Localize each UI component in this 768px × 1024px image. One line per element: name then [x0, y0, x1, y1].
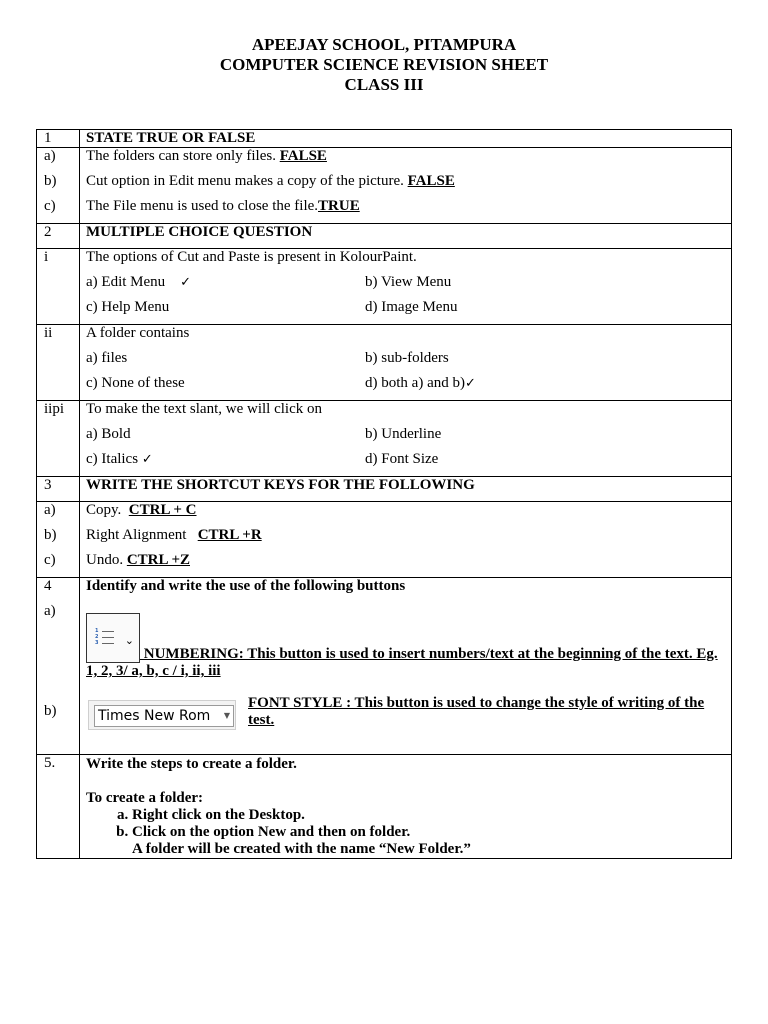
item-label: c) [44, 198, 56, 214]
option: a) Bold [86, 426, 131, 442]
numbering-description [86, 613, 725, 680]
answer-text: FALSE [279, 148, 327, 164]
section-heading: STATE TRUE OR FALSE [80, 130, 732, 148]
answer-text: CTRL +Z [126, 552, 190, 568]
question-text: The options of Cut and Paste is present in KolourPaint. [86, 249, 417, 265]
options-row [86, 375, 725, 400]
document-header [0, 35, 768, 95]
option: a) files [86, 350, 128, 366]
school-name: APEEJAY SCHOOL, PITAMPURA [251, 35, 517, 54]
answer-text: CTRL + C [128, 502, 197, 518]
list-item [86, 173, 725, 198]
option: d) Image Menu [365, 299, 458, 315]
section-number: 3 [37, 477, 80, 502]
section-heading: MULTIPLE CHOICE QUESTION [80, 224, 732, 249]
section-3-items-row [37, 502, 732, 578]
item-label: c) [44, 552, 56, 568]
list-item [86, 527, 725, 552]
list-item [86, 502, 725, 527]
section-number: 5. [37, 755, 80, 859]
font-name-value: Times New Rom [98, 708, 211, 724]
item-label: a) [44, 603, 56, 619]
options-row [86, 426, 725, 451]
item-label: b) [44, 173, 57, 189]
list-item [86, 552, 725, 577]
question-text: Undo. [86, 552, 127, 568]
option: b) sub-folders [365, 350, 449, 366]
option: c) Italics ✓ [86, 451, 153, 467]
list-item: b. Click on the option New and then on folder. [132, 824, 725, 841]
section-number: 2 [37, 224, 80, 249]
section-heading: WRITE THE SHORTCUT KEYS FOR THE FOLLOWING [80, 477, 732, 502]
question-text: Cut option in Edit menu makes a copy of the picture. [86, 173, 408, 189]
section-3-heading-row [37, 477, 732, 502]
steps-note: A folder will be created with the name “New Folder.” [132, 841, 471, 857]
dropdown-arrow-icon: ▼ [223, 711, 230, 720]
question-text: Copy. [86, 502, 129, 518]
list-item: a. Right click on the Desktop. [132, 807, 725, 824]
list-item [86, 148, 725, 173]
numbering-text: NUMBERING: This button is used to insert numbers/text at the beginning of the text. Eg. 1, 2, 3/ a, b, c / i, ii, iii [86, 646, 718, 679]
option: d) both a) and b)✓ [365, 375, 476, 391]
options-row [86, 299, 725, 324]
answer-text: TRUE [318, 198, 360, 214]
class-label: CLASS III [344, 75, 424, 94]
item-label: a) [44, 148, 56, 164]
section-1-items-row [37, 148, 732, 224]
mcq-row [37, 325, 732, 401]
check-icon: ✓ [464, 376, 476, 391]
option: b) Underline [365, 426, 442, 442]
mcq-row [37, 401, 732, 477]
option: c) Help Menu [86, 299, 170, 315]
font-style-text: FONT STYLE : This button is used to change the style of writing of the test. [248, 695, 705, 728]
sheet-title: COMPUTER SCIENCE REVISION SHEET [219, 55, 549, 74]
font-style-description [86, 695, 725, 747]
question-label: i [37, 249, 80, 325]
option: c) None of these [86, 375, 185, 391]
list-item [86, 198, 725, 223]
section-4-row [37, 578, 732, 755]
question-text: The folders can store only files. [86, 148, 280, 164]
options-row [86, 274, 725, 299]
question-label: ii [37, 325, 80, 401]
mcq-row [37, 249, 732, 325]
chevron-down-icon: ⌄ [124, 634, 134, 647]
check-icon: ✓ [180, 275, 192, 290]
section-2-heading-row [37, 224, 732, 249]
options-row [86, 350, 725, 375]
option: d) Font Size [365, 451, 439, 467]
question-label: iipi [37, 401, 80, 477]
revision-table [36, 129, 732, 859]
answer-text: FALSE [407, 173, 455, 189]
steps-list [86, 807, 725, 841]
section-heading: Write the steps to create a folder. [86, 756, 297, 772]
numbered-list-icon: 1 2 3 [95, 628, 117, 646]
steps-subheading: To create a folder: [86, 790, 204, 806]
item-label: b) [44, 703, 57, 719]
numbering-button-image [86, 613, 140, 663]
font-name-box-image [88, 700, 236, 730]
answer-text: CTRL +R [197, 527, 262, 543]
question-text: To make the text slant, we will click on [86, 401, 322, 417]
item-label: a) [44, 502, 56, 518]
question-text: A folder contains [86, 325, 190, 341]
question-text: Right Alignment [86, 527, 198, 543]
item-label: b) [44, 527, 57, 543]
options-row [86, 451, 725, 476]
section-5-row [37, 755, 732, 859]
option: b) View Menu [365, 274, 452, 290]
section-number: 1 [37, 130, 80, 148]
check-icon: ✓ [141, 452, 153, 467]
section-heading: Identify and write the use of the following buttons [86, 578, 406, 594]
section-1-heading-row [37, 130, 732, 148]
option: a) Edit Menu ✓ [86, 274, 192, 290]
section-number: 4 [44, 578, 52, 594]
question-text: The File menu is used to close the file. [86, 198, 319, 214]
